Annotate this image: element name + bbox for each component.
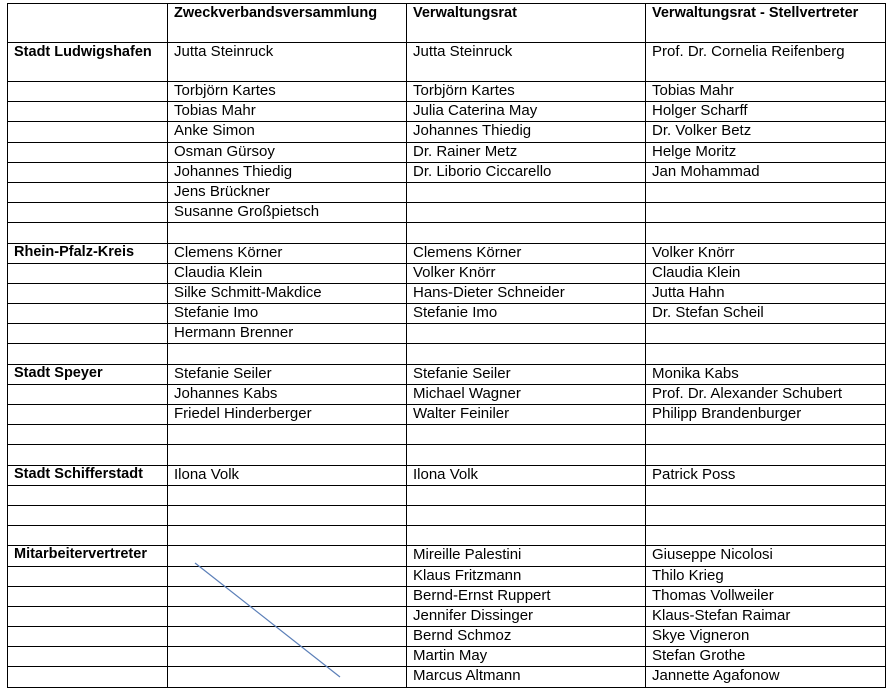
verwaltungsrat-cell: [407, 526, 646, 546]
table-row: [8, 82, 886, 102]
group-cell: [8, 505, 168, 525]
stellvertreter-cell: [646, 445, 886, 465]
verwaltungsrat-cell: Julia Caterina May: [407, 102, 646, 122]
verwaltungsrat-cell: Klaus Fritzmann: [407, 566, 646, 586]
verwaltungsrat-cell: [407, 182, 646, 202]
zweckverband-cell: Susanne Großpietsch: [168, 203, 407, 223]
zweckverband-cell: [168, 485, 407, 505]
table-row: [8, 102, 886, 122]
group-cell: [8, 304, 168, 324]
table-row: [8, 627, 886, 647]
group-cell: [8, 667, 168, 687]
group-cell: [8, 142, 168, 162]
group-cell: [8, 425, 168, 445]
stellvertreter-cell: Dr. Stefan Scheil: [646, 304, 886, 324]
stellvertreter-cell: Giuseppe Nicolosi: [646, 546, 886, 566]
verwaltungsrat-cell: Hans-Dieter Schneider: [407, 283, 646, 303]
group-cell: [8, 526, 168, 546]
verwaltungsrat-cell: [407, 445, 646, 465]
stellvertreter-cell: [646, 344, 886, 364]
verwaltungsrat-cell: [407, 505, 646, 525]
stellvertreter-cell: [646, 485, 886, 505]
verwaltungsrat-cell: Bernd Schmoz: [407, 627, 646, 647]
stellvertreter-cell: Tobias Mahr: [646, 82, 886, 102]
verwaltungsrat-cell: Dr. Liborio Ciccarello: [407, 162, 646, 182]
zweckverband-cell: [168, 505, 407, 525]
zweckverband-cell: [168, 344, 407, 364]
table-row: [8, 162, 886, 182]
stellvertreter-cell: Philipp Brandenburger: [646, 405, 886, 425]
group-cell: [8, 102, 168, 122]
table-row: [8, 384, 886, 404]
table-row: [8, 485, 886, 505]
group-cell: [8, 122, 168, 142]
zweckverband-cell: Anke Simon: [168, 122, 407, 142]
group-cell: Stadt Ludwigshafen: [8, 43, 168, 82]
stellvertreter-cell: Thomas Vollweiler: [646, 586, 886, 606]
zweckverband-cell: Silke Schmitt-Makdice: [168, 283, 407, 303]
verwaltungsrat-cell: [407, 425, 646, 445]
verwaltungsrat-cell: Mireille Palestini: [407, 546, 646, 566]
zweckverband-cell: Torbjörn Kartes: [168, 82, 407, 102]
table-row: [8, 344, 886, 364]
stellvertreter-cell: Prof. Dr. Cornelia Reifenberg: [646, 43, 886, 82]
verwaltungsrat-cell: Martin May: [407, 647, 646, 667]
table-row: [8, 203, 886, 223]
zweckverband-cell: [168, 546, 407, 566]
stellvertreter-cell: Jan Mohammad: [646, 162, 886, 182]
zweckverband-cell: Johannes Thiedig: [168, 162, 407, 182]
zweckverband-cell: [168, 526, 407, 546]
stellvertreter-cell: Thilo Krieg: [646, 566, 886, 586]
zweckverband-cell: Jens Brückner: [168, 182, 407, 202]
group-cell: [8, 586, 168, 606]
table-row: [8, 425, 886, 445]
group-cell: [8, 324, 168, 344]
group-cell: Mitarbeitervertreter: [8, 546, 168, 566]
zweckverband-cell: Stefanie Imo: [168, 304, 407, 324]
group-cell: [8, 82, 168, 102]
group-cell: [8, 405, 168, 425]
table-row: [8, 223, 886, 243]
verwaltungsrat-cell: [407, 344, 646, 364]
stellvertreter-cell: [646, 505, 886, 525]
zweckverband-cell: Hermann Brenner: [168, 324, 407, 344]
group-cell: Stadt Schifferstadt: [8, 465, 168, 485]
table-row: [8, 142, 886, 162]
group-cell: [8, 162, 168, 182]
zweckverband-cell: Friedel Hinderberger: [168, 405, 407, 425]
group-cell: [8, 606, 168, 626]
verwaltungsrat-cell: Jennifer Dissinger: [407, 606, 646, 626]
verwaltungsrat-cell: Bernd-Ernst Ruppert: [407, 586, 646, 606]
verwaltungsrat-cell: Jutta Steinruck: [407, 43, 646, 82]
group-cell: [8, 445, 168, 465]
verwaltungsrat-cell: [407, 203, 646, 223]
zweckverband-cell: [168, 586, 407, 606]
stellvertreter-cell: Skye Vigneron: [646, 627, 886, 647]
zweckverband-cell: Osman Gürsoy: [168, 142, 407, 162]
zweckverband-cell: Jutta Steinruck: [168, 43, 407, 82]
table-row: [8, 182, 886, 202]
stellvertreter-cell: Jutta Hahn: [646, 283, 886, 303]
table-row: [8, 405, 886, 425]
table-row: [8, 243, 886, 263]
group-cell: Stadt Speyer: [8, 364, 168, 384]
group-cell: Rhein-Pfalz-Kreis: [8, 243, 168, 263]
zweckverband-cell: [168, 647, 407, 667]
table-row: [8, 263, 886, 283]
group-cell: [8, 203, 168, 223]
header-verwaltungsrat: Verwaltungsrat: [407, 4, 646, 43]
verwaltungsrat-cell: Volker Knörr: [407, 263, 646, 283]
verwaltungsrat-cell: Walter Feiniler: [407, 405, 646, 425]
stellvertreter-cell: [646, 526, 886, 546]
zweckverband-cell: [168, 223, 407, 243]
table-row: [8, 546, 886, 566]
stellvertreter-cell: Stefan Grothe: [646, 647, 886, 667]
group-cell: [8, 647, 168, 667]
stellvertreter-cell: Helge Moritz: [646, 142, 886, 162]
stellvertreter-cell: Claudia Klein: [646, 263, 886, 283]
table-row: [8, 586, 886, 606]
group-cell: [8, 384, 168, 404]
stellvertreter-cell: [646, 425, 886, 445]
stellvertreter-cell: [646, 223, 886, 243]
stellvertreter-cell: Klaus-Stefan Raimar: [646, 606, 886, 626]
zweckverband-cell: [168, 667, 407, 687]
stellvertreter-cell: [646, 182, 886, 202]
verwaltungsrat-cell: Stefanie Imo: [407, 304, 646, 324]
table-row: [8, 324, 886, 344]
table-row: [8, 445, 886, 465]
zweckverband-cell: Claudia Klein: [168, 263, 407, 283]
table-row: [8, 122, 886, 142]
zweckverband-cell: [168, 566, 407, 586]
stellvertreter-cell: Patrick Poss: [646, 465, 886, 485]
table-row: [8, 283, 886, 303]
group-cell: [8, 283, 168, 303]
table-row: [8, 364, 886, 384]
header-stellvertreter: Verwaltungsrat - Stellvertreter: [646, 4, 886, 43]
stellvertreter-cell: Volker Knörr: [646, 243, 886, 263]
table-row: [8, 465, 886, 485]
table-row: [8, 667, 886, 687]
table-row: [8, 566, 886, 586]
group-cell: [8, 627, 168, 647]
verwaltungsrat-cell: [407, 324, 646, 344]
table-row: [8, 606, 886, 626]
verwaltungsrat-cell: Marcus Altmann: [407, 667, 646, 687]
table-row: [8, 647, 886, 667]
stellvertreter-cell: [646, 324, 886, 344]
zweckverband-cell: [168, 627, 407, 647]
group-cell: [8, 485, 168, 505]
zweckverband-cell: [168, 606, 407, 626]
stellvertreter-cell: Monika Kabs: [646, 364, 886, 384]
stellvertreter-cell: Dr. Volker Betz: [646, 122, 886, 142]
zweckverband-cell: Clemens Körner: [168, 243, 407, 263]
table-row: [8, 526, 886, 546]
zweckverband-cell: Stefanie Seiler: [168, 364, 407, 384]
zweckverband-cell: [168, 425, 407, 445]
verwaltungsrat-cell: [407, 485, 646, 505]
verwaltungsrat-cell: Clemens Körner: [407, 243, 646, 263]
stellvertreter-cell: Holger Scharff: [646, 102, 886, 122]
verwaltungsrat-cell: Dr. Rainer Metz: [407, 142, 646, 162]
group-cell: [8, 182, 168, 202]
stellvertreter-cell: Prof. Dr. Alexander Schubert: [646, 384, 886, 404]
zweckverband-cell: [168, 445, 407, 465]
table-row: [8, 304, 886, 324]
header-group: [8, 4, 168, 43]
zweckverband-cell: Tobias Mahr: [168, 102, 407, 122]
verwaltungsrat-cell: Johannes Thiedig: [407, 122, 646, 142]
group-cell: [8, 263, 168, 283]
verwaltungsrat-cell: [407, 223, 646, 243]
table-row: [8, 43, 886, 82]
verwaltungsrat-cell: Stefanie Seiler: [407, 364, 646, 384]
group-cell: [8, 223, 168, 243]
stellvertreter-cell: Jannette Agafonow: [646, 667, 886, 687]
stellvertreter-cell: [646, 203, 886, 223]
table-body: [8, 43, 886, 688]
verwaltungsrat-cell: Torbjörn Kartes: [407, 82, 646, 102]
verwaltungsrat-cell: Michael Wagner: [407, 384, 646, 404]
zweckverband-cell: Johannes Kabs: [168, 384, 407, 404]
table-header-row: [8, 4, 886, 43]
verwaltungsrat-cell: Ilona Volk: [407, 465, 646, 485]
header-zweckverbandsversammlung: Zweckverbandsversammlung: [168, 4, 407, 43]
delegates-table: [7, 3, 886, 688]
zweckverband-cell: Ilona Volk: [168, 465, 407, 485]
group-cell: [8, 344, 168, 364]
table-row: [8, 505, 886, 525]
group-cell: [8, 566, 168, 586]
